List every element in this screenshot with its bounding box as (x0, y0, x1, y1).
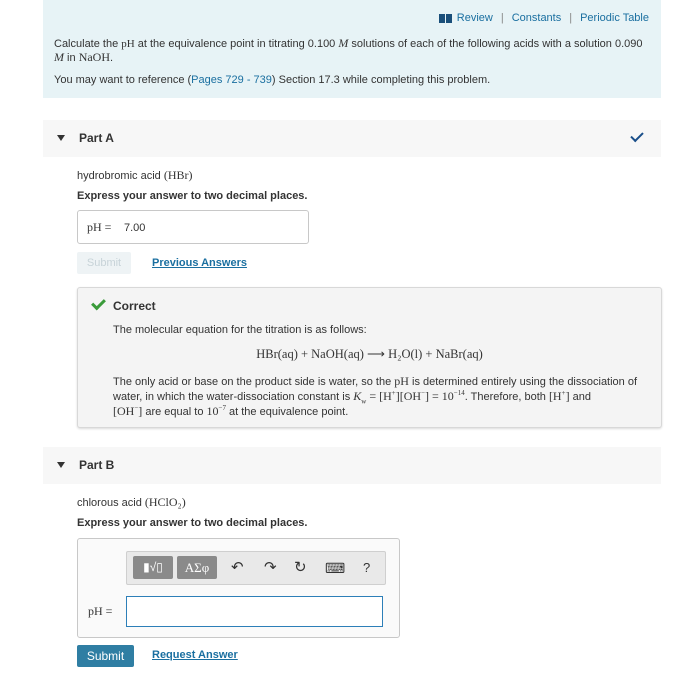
link-separator: | (569, 12, 573, 24)
part-a-header[interactable] (43, 120, 661, 157)
periodic-table-link[interactable]: Periodic Table (580, 12, 649, 24)
link-separator: | (500, 12, 504, 24)
collapse-triangle-icon[interactable] (57, 135, 65, 141)
feedback-paragraph-line: The only acid or base on the product side is water, so the pH is determined entirely using the dissociation of (113, 374, 638, 388)
collapse-triangle-icon[interactable] (57, 462, 65, 468)
question-text-cont: M in NaOH. (54, 50, 114, 64)
feedback-title: Correct (113, 299, 156, 313)
constants-link[interactable]: Constants (511, 12, 562, 24)
redo-icon[interactable]: ↷ (264, 559, 277, 576)
part-a-answer-field[interactable] (77, 210, 309, 244)
reference-text: You may want to reference (Pages 729 - 739) Section 17.3 while completing this problem. (54, 74, 491, 86)
ph-label: pH = (87, 220, 112, 234)
book-icon (439, 14, 452, 23)
pages-link[interactable]: Pages 729 - 739 (191, 74, 272, 86)
undo-icon[interactable]: ↶ (231, 559, 244, 576)
ph-value: 7.00 (124, 222, 146, 234)
review-link[interactable]: Review (456, 12, 493, 24)
correct-check-icon (91, 296, 106, 311)
part-a-submit-button: Submit (77, 252, 131, 274)
ph-label: pH = (88, 604, 113, 618)
help-icon[interactable]: ? (363, 560, 371, 575)
resource-links (439, 12, 649, 24)
molecular-equation: HBr(aq) + NaOH(aq) ⟶ H₂O(l) + NaBr(aq) (256, 347, 483, 361)
previous-answers-link[interactable]: Previous Answers (152, 257, 247, 269)
correct-feedback (77, 287, 662, 428)
part-a-title: Part A (79, 131, 114, 145)
part-a-acid: hydrobromic acid (HBr) (77, 168, 193, 182)
templates-button[interactable]: ▮√▯ (133, 556, 173, 579)
ph-input[interactable] (126, 596, 383, 627)
part-b-acid: chlorous acid (HClO₂) (77, 495, 186, 509)
feedback-paragraph-line: [OH−] are equal to $10^{-7}$ at the equivalence point. (113, 404, 349, 418)
checkmark-icon (630, 129, 643, 142)
part-b-instruction: Express your answer to two decimal places. (77, 517, 308, 529)
request-answer-link[interactable]: Request Answer (152, 649, 238, 661)
part-a-instruction: Express your answer to two decimal places. (77, 190, 308, 202)
feedback-intro: The molecular equation for the titration is as follows: (113, 324, 367, 336)
part-b-title: Part B (79, 458, 115, 472)
math-toolbar (126, 551, 386, 585)
part-b-submit-button[interactable]: Submit (77, 645, 134, 667)
greek-symbols-button[interactable]: ΑΣφ (177, 556, 217, 579)
reset-icon[interactable]: ↻ (294, 559, 307, 576)
keyboard-icon[interactable]: ⌨ (325, 560, 346, 576)
problem-intro (43, 0, 661, 98)
math-answer-editor (77, 538, 400, 638)
part-b-header[interactable] (43, 447, 661, 484)
feedback-paragraph-line: water, in which the water-dissociation constant is $K_w = [H^+][OH^-] = 10^{-14}$. Therefore, both [H+] and (113, 389, 591, 406)
question-text: Calculate the pH at the equivalence point in titrating 0.100 M solutions of each of the following acids with a solution 0.090 (54, 36, 643, 50)
